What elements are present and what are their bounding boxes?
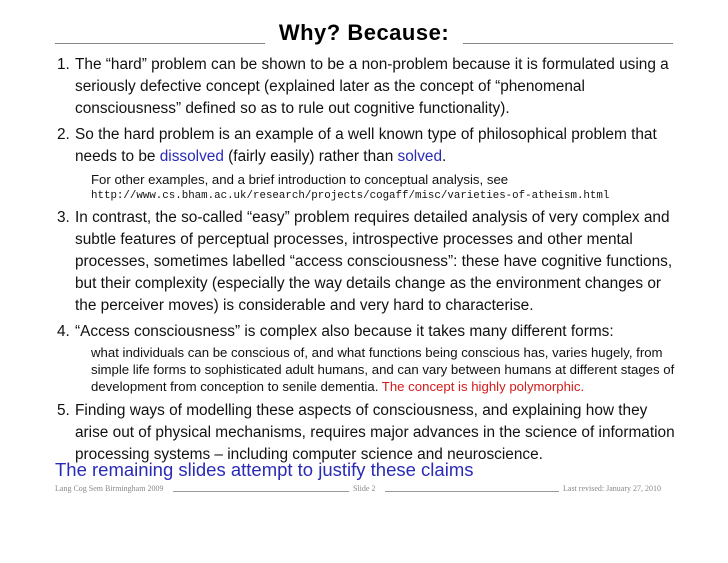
polymorphic-note: The concept is highly polymorphic. xyxy=(381,379,585,394)
item-number: 5. xyxy=(57,402,70,419)
list-item-2 xyxy=(57,124,677,168)
reference-link[interactable]: http://www.cs.bham.ac.uk/research/projects/cogaff/misc/varieties-of-atheism.html xyxy=(91,190,610,202)
item-text: . xyxy=(442,148,447,165)
dissolved-word: dissolved xyxy=(159,148,224,165)
list-item-1 xyxy=(57,54,677,120)
title-row xyxy=(55,20,673,50)
sub-note-4 xyxy=(91,344,677,395)
item-number: 2. xyxy=(57,126,70,143)
slide-title: Why? Because: xyxy=(278,20,450,45)
footer-left: Lang Cog Sem Birmingham 2009 xyxy=(55,484,164,493)
solved-word: solved xyxy=(397,148,443,165)
list-item-5 xyxy=(57,400,677,466)
slide-content xyxy=(57,54,677,470)
item-text: (fairly easily) rather than xyxy=(223,148,398,165)
title-rule-right xyxy=(463,43,673,44)
footer-slide-number: Slide 2 xyxy=(353,484,376,493)
item-text: “Access consciousness” is complex also because it takes many different forms: xyxy=(75,323,614,340)
footer-right: Last revised: January 27, 2010 xyxy=(563,484,661,493)
item-number: 1. xyxy=(57,56,70,73)
slide-footer xyxy=(55,484,675,498)
closing-statement: The remaining slides attempt to justify these claims xyxy=(55,459,474,480)
item-text: In contrast, the so-called “easy” problem requires detailed analysis of very complex and subtle features of perceptual processes, introspective processes and other mental processes, sometimes labelled “access consciousness”: these have cognitive functions, but their complexity (especially the way details change as the environment changes or the perceiver moves) is considerable and very hard to characterise. xyxy=(75,209,673,314)
footer-rule-left xyxy=(173,491,349,492)
item-text: Finding ways of modelling these aspects of consciousness, and explaining how they arise out of physical mechanisms, requires major advances in the science of information processing systems – including computer science and neuroscience. xyxy=(75,402,675,463)
list-item-3 xyxy=(57,207,677,317)
sub-note-2 xyxy=(91,172,677,204)
footer-rule-right xyxy=(385,491,559,492)
sub-note-text: what individuals can be conscious of, and what functions being conscious has, varies hugely, from simple life forms to sophisticated adult humans, and can vary between humans at different stages of development from conception to senile dementia. xyxy=(91,345,675,394)
item-number: 4. xyxy=(57,323,70,340)
item-text: So the hard problem is an example of a well known type of philosophical problem that needs to be xyxy=(75,126,657,165)
sub-note-text: For other examples, and a brief introduction to conceptual analysis, see xyxy=(91,172,509,187)
item-text: The “hard” problem can be shown to be a non-problem because it is formulated using a seriously defective concept (explained later as the concept of “phenomenal consciousness” defined so as to rule out cognitive functionality). xyxy=(75,56,669,117)
item-number: 3. xyxy=(57,209,70,226)
list-item-4 xyxy=(57,321,677,343)
